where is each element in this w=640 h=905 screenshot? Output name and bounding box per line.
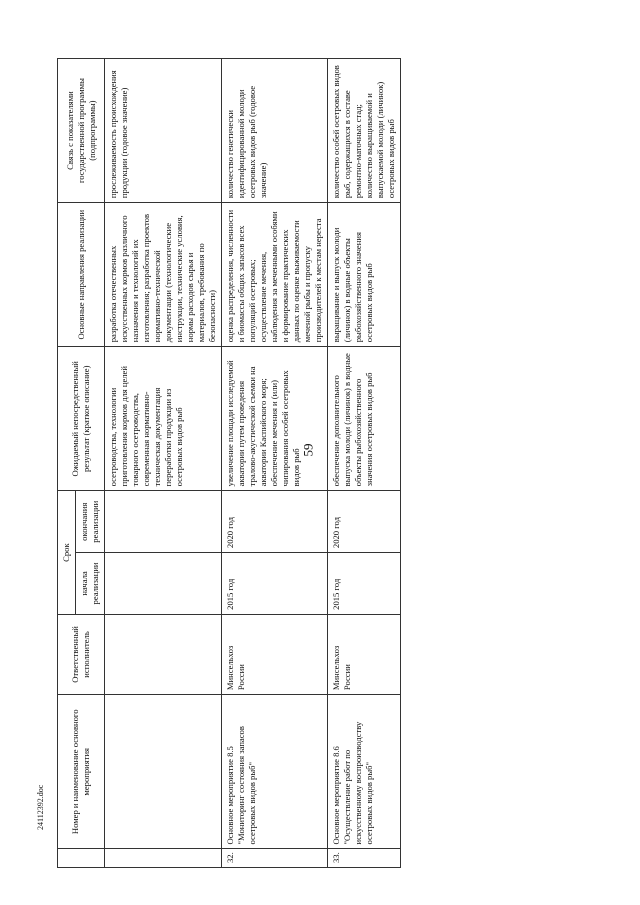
cell-responsible: Минсельхоз России (328, 614, 401, 694)
cell-link: количество генетически идентифицированной молоди осетровых видов рыб (годовое значение) (222, 59, 328, 203)
header-number (58, 849, 105, 868)
cell-link: количество особей осетровых видов рыб, содержащихся в составе ремонтно-маточных стад; количество выращиваемой и выпускаемой молоди (личинок) осетровых видов рыб (328, 59, 401, 203)
header-result: Ожидаемый непосредственный результат (краткое описание) (58, 347, 105, 491)
table-row (328, 59, 401, 868)
cell-directions: оценка распределения, численности и биомассы общих запасов всех популяций осетровых; осуществление мечения, наблюдения за меченными особями и формирование практических данных по оценке выживаемости меченой рыбы и пропуску производителей к местам нереста (222, 203, 328, 347)
header-name: Номер и наименование основного мероприятия (58, 695, 105, 849)
cell-number: 32. (222, 849, 328, 868)
cell-start: 2015 год (328, 553, 401, 615)
cell-start: 2015 год (222, 553, 328, 615)
cell-responsible: Минсельхоз России (222, 614, 328, 694)
cell-name: Основное мероприятие 8.5 "Мониторинг состояния запасов осетровых видов рыб" (222, 695, 328, 849)
header-term: Срок (58, 491, 76, 615)
cell-directions: выращивание и выпуск молоди (личинок) в водные объекты рыбохозяйственного значения осетровых видов рыб (328, 203, 401, 347)
cell-end: 2020 год (328, 491, 401, 553)
cell-number: 33. (328, 849, 401, 868)
table-row-continuation (105, 59, 222, 868)
footer-doc-code: 24112392.doc (36, 784, 45, 830)
cell-result: обеспечение дополнительного выпуска молоди (личинок) в водные объекты рыбохозяйственного значения осетровых видов рыб (328, 347, 401, 491)
cell-name: Основное мероприятие 8.6 "Осуществление работ по искусственному воспроизводству осетровых видов рыб" (328, 695, 401, 849)
header-start: начала реализации (76, 553, 105, 615)
cell-result: увеличение площади исследуемой акватории путем проведения тралово-акустической съемки на акватории Каспийского моря; обеспечение мечения и (или) чипирования особей осетровых видов рыб (222, 347, 328, 491)
header-link: Связь с показателями государственной программы (подпрограммы) (58, 59, 105, 203)
cell-end: 2020 год (222, 491, 328, 553)
rotated-table-container (57, 58, 592, 868)
page-number: 59 (300, 443, 316, 457)
header-responsible: Ответственный исполнитель (58, 614, 105, 694)
header-directions: Основные направления реализации (58, 203, 105, 347)
cell-link: прослеживаемость происхождения продукции (годовое значение) (105, 59, 222, 203)
activities-table (57, 58, 401, 868)
cell-directions: разработка отечественных искусственных кормов различного назначения и технологий их изготовления; разработка проектов нормативно-технической документации (технологические инструкции, технические условия, нормы расходов сырья и материалов, требования по безопасности) (105, 203, 222, 347)
cell-result: осетроводства, технологии приготовления кормов для целей товарного осетроводства, современная нормативно-техническая документация переработки продукции из осетровых видов рыб (105, 347, 222, 491)
table-row (222, 59, 328, 868)
header-end: окончания реализации (76, 491, 105, 553)
